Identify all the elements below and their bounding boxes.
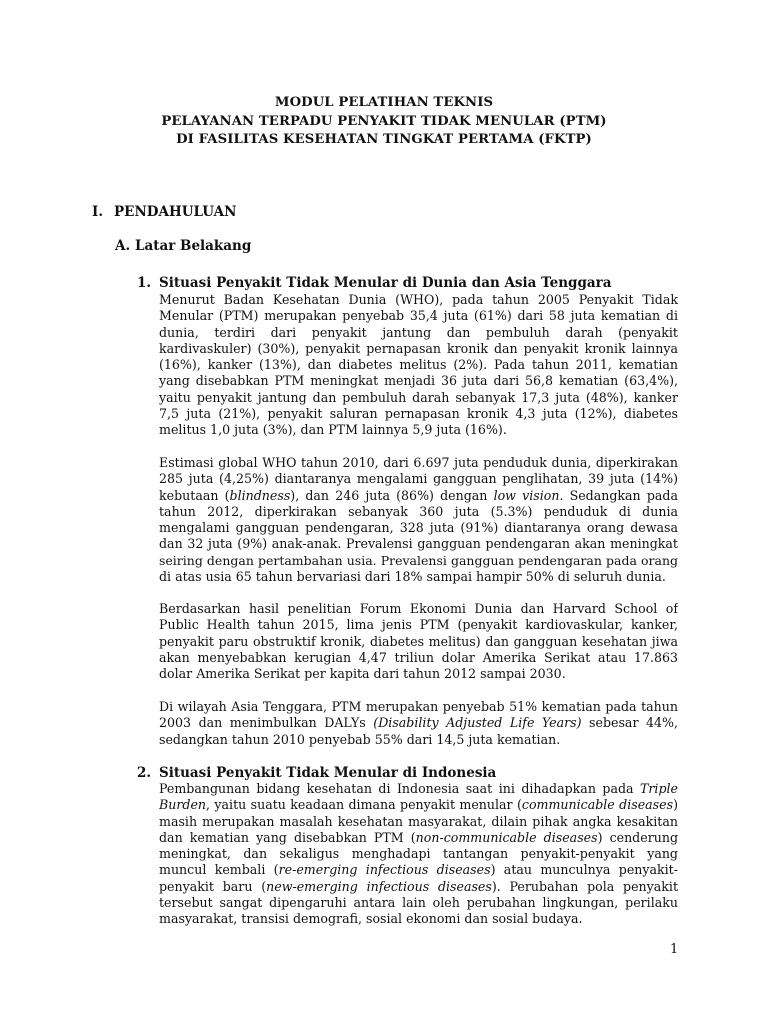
italic-term: low vision [493,487,560,503]
text-line: (16%), kanker (13%), dan diabetes melitus (2%). Pada tahun 2011, kematian [159,357,678,373]
item-2-heading [137,765,496,782]
text-line: yaitu penyakit jantung dan pembuluh darah sebanyak 17,3 juta (48%), kanker [159,389,678,405]
text-line [159,488,678,504]
item-2-number: 2. [137,765,152,781]
text-line [159,797,678,813]
title-line-3: DI FASILITAS KESEHATAN TINGKAT PERTAMA (FKTP) [176,132,592,147]
text-line [159,862,678,878]
italic-term: blindness [229,487,291,503]
text-run: ) cenderung [597,829,678,845]
text-line: tahun 2012, diperkirakan sebanyak 360 juta (5.3%) penduduk di dunia [159,503,678,519]
text-line [159,781,678,797]
text-run: ). Perubahan pola penyakit [491,878,678,894]
text-line: masih merupakan masalah kesehatan masyarakat, dilain pihak angka kesakitan [159,813,678,829]
italic-term: (Disability Adjusted Life Years) [373,715,582,731]
text-run: ) [673,797,678,813]
italic-term: re-emerging infectious diseases [278,862,491,878]
page-number: 1 [670,942,679,957]
text-line [159,830,678,846]
section-number: I. [92,204,104,220]
italic-term: non-communicable diseases [415,829,598,845]
text-line: tersebut sangat dipengaruhi antara lain oleh perubahan lingkungan, perilaku [159,895,678,911]
text-line: Estimasi global WHO tahun 2010, dari 6.697 juta penduduk dunia, diperkirakan [159,455,678,470]
item-1-number: 1. [137,275,152,291]
text-run: 2003 dan menimbulkan DALYs [159,715,374,731]
text-run: Pembangunan bidang kesehatan di Indonesia saat ini dihadapkan pada [159,781,640,796]
subsection-number: A. [115,238,131,254]
item-1-paragraph-1 [159,292,678,439]
item-1-paragraph-2 [159,455,678,585]
subsection-heading [115,237,251,255]
text-line: mengalami gangguan pendengaran, 328 juta (91%) diantaranya orang dewasa [159,520,678,536]
item-2-paragraph-1 [159,781,678,928]
text-run: kebutaan ( [159,487,230,503]
text-line: di atas usia 65 tahun bervariasi dari 18% sampai hampir 50% di seluruh dunia. [159,569,666,585]
item-2-title: Situasi Penyakit Tidak Menular di Indonesia [159,765,497,781]
italic-term: communicable diseases [521,797,674,813]
section-title: PENDAHULUAN [114,204,237,220]
text-line: meningkat, dan sekaligus menghadapi tantangan penyakit-penyakit yang [159,846,678,862]
title-line-2: PELAYANAN TERPADU PENYAKIT TIDAK MENULAR (PTM) [161,113,607,129]
text-line: dan 32 juta (9%) anak-anak. Prevalensi gangguan pendengaran akan meningkat [159,536,678,552]
title-line-1: MODUL PELATIHAN TEKNIS [274,95,494,110]
text-line: kardivaskuler) (30%), penyakit pernapasan kronik dan penyakit kronik lainnya [159,340,678,356]
text-line [159,715,678,731]
text-line [159,879,678,895]
text-line: Di wilayah Asia Tenggara, PTM merupakan penyebab 51% kematian pada tahun [159,699,678,714]
text-run: penyakit baru ( [159,878,267,894]
text-line: akan menyebabkan kerugian 4,47 triliun dolar Amerika Serikat atau 17.863 [159,649,678,665]
text-run: sebesar 44%, [581,715,678,731]
text-line: 7,5 juta (21%), penyakit saluran pernapasan kronik 4,3 juta (12%), diabetes [159,406,678,422]
text-line: sedangkan tahun 2010 penyebab 55% dari 14,5 juta kematian. [159,731,561,747]
text-line: dunia, terdiri dari penyakit jantung dan pembuluh darah (penyakit [159,324,678,340]
text-line: penyakit paru obstruktif kronik, diabetes melitus) dan gangguan kesehatan jiwa [159,633,678,649]
text-line: dolar Amerika Serikat per kapita dari tahun 2012 sampai 2030. [159,666,566,682]
item-1-paragraph-4 [159,699,678,748]
item-1-heading [137,275,612,292]
text-run: muncul kembali ( [159,862,279,878]
item-1-paragraph-3 [159,601,678,682]
text-run: . Sedangkan pada [559,487,678,503]
italic-term: Triple [640,781,678,796]
text-line: melitus 1,0 juta (3%), dan PTM lainnya 5,9 juta (16%). [159,422,507,438]
text-line: Berdasarkan hasil penelitian Forum Ekonomi Dunia dan Harvard School of [159,601,678,616]
section-heading [92,203,236,221]
subsection-title: Latar Belakang [135,238,252,254]
text-run: ), dan 246 juta (86%) dengan [290,487,494,503]
text-line: Menurut Badan Kesehatan Dunia (WHO), pada tahun 2005 Penyakit Tidak [159,292,678,307]
text-line: Menular (PTM) merupakan penyebab 35,4 juta (61%) dari 58 juta kematian di [159,308,678,324]
text-line: seiring dengan pertambahan usia. Prevalensi gangguan pendengaran pada orang [159,552,678,568]
text-run: dan kematian yang disebabkan PTM ( [159,829,416,845]
item-1-title: Situasi Penyakit Tidak Menular di Dunia dan Asia Tenggara [159,275,612,291]
text-run: ) atau munculnya penyakit- [490,862,678,878]
text-line: 285 juta (4,25%) diantaranya mengalami gangguan penglihatan, 39 juta (14%) [159,471,678,487]
text-line: Public Health tahun 2015, lima jenis PTM (penyakit kardiovaskular, kanker, [159,617,678,633]
italic-term: Burden [159,797,207,813]
document-title [0,94,768,150]
text-line: masyarakat, transisi demografi, sosial ekonomi dan sosial budaya. [159,911,583,927]
italic-term: new-emerging infectious diseases [266,878,492,894]
text-line: yang disebabkan PTM meningkat menjadi 36 juta dari 56,8 kematian (63,4%), [159,373,678,389]
text-run: , yaitu suatu keadaan dimana penyakit menular ( [206,797,522,813]
